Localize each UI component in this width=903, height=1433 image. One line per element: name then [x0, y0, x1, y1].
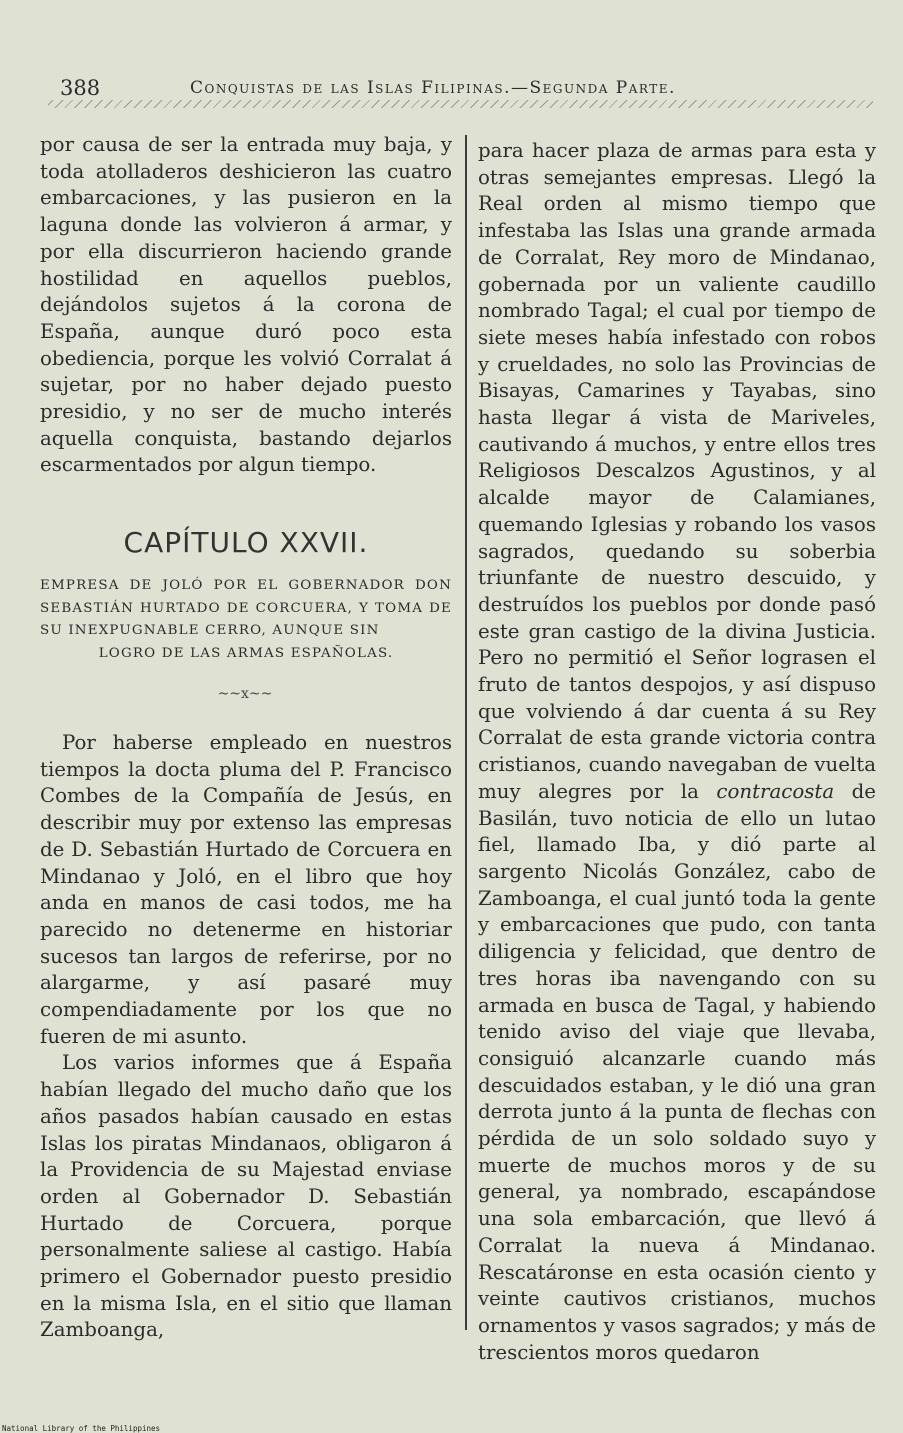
continuation-paragraph: por causa de ser la entrada muy baja, y toda atolladeros deshicieron las cuatro embarcaciones, y las pusieron en la laguna donde las volvieron á armar, y por ella discurrieron haciendo grande hostilidad en aquellos pueblos, dejándolos sujetos á la corona de España, aunque duró poco esta obediencia, porque les volvió Corralat á sujetar, por no haber dejado puesto presidio, y no ser de mucho interés aquella conquista, bastando dejarlos escarmentados por algun tiempo.: [40, 133, 452, 477]
chapter-summary-last: LOGRO DE LAS ARMAS ESPAÑOLAS.: [98, 645, 394, 661]
right-column: [478, 138, 876, 1366]
running-title: Conquistas de las Islas Filipinas.—Segunda Parte.: [190, 78, 676, 98]
page-number: 388: [60, 76, 101, 100]
italic-word: contracosta: [716, 779, 835, 803]
chapter-summary: [40, 575, 452, 665]
chapter-title: CAPÍTULO XXVII.: [123, 526, 369, 559]
chapter-summary-main: EMPRESA DE JOLÓ POR EL GOBERNADOR DON SEBASTIÁN HURTADO DE CORCUERA, Y TOMA DE SU INEXPUGNABLE CERRO, AUNQUE SIN: [40, 578, 452, 638]
header-rule: [48, 100, 873, 108]
column-divider: [465, 135, 467, 1330]
right-text-part-2: de Basilán, tuvo noticia de ello un lutao fiel, llamado Iba, y dió parte al sargento Nicolás González, cabo de Zamboanga, el cual juntó toda la gente y embarcaciones que pudo, con tanta diligencia y felicidad, que dentro de tres horas iba navengando con su armada en busca de Tagal, y habiendo tenido aviso del viaje que llevaba, consiguió alcanzarle cuando más descuidados estaban, y le dió una gran derrota junto á la punta de flechas con pérdida de un solo soldado suyo y muerte de muchos moros y de su general, ya nombrado, escapándose una sola embarcación, que llevó á Corralat la nueva á Mindanao. Rescatáronse en esta ocasión ciento y veinte cautivos cristianos, muchos ornamentos y vasos sagrados; y más de trescientos moros quedaron: [478, 779, 876, 1364]
paragraph-1: Por haberse empleado en nuestros tiempos la docta pluma del P. Francisco Combes de la Compañía de Jesús, en describir muy por extenso las empresas de D. Sebastián Hurtado de Corcuera en Mindanao y Joló, en el libro que hoy anda en manos de casi todos, me ha parecido no detenerme en historiar sucesos tan largos de referirse, por no alargarme, y así pasaré muy compendiadamente por los que no fueren de mi asunto.: [40, 731, 452, 1048]
left-column-body: [40, 730, 452, 1344]
library-credit: National Library of the Philippines: [2, 1424, 161, 1433]
left-column: [40, 132, 452, 479]
right-text-part-1: para hacer plaza de armas para esta y otras semejantes empresas. Llegó la Real orden al mismo tiempo que infestaba las Islas una grande armada de Corralat, Rey moro de Mindanao, gobernada por un valiente caudillo nombrado Tagal; el cual por tiempo de siete meses había infestado con robos y crueldades, no solo las Provincias de Bisayas, Camarines y Tayabas, sino hasta llegar á vista de Mariveles, cautivando á muchos, y entre ellos tres Religiosos Descalzos Agustinos, y al alcalde mayor de Calamianes, quemando Iglesias y robando los vasos sagrados, quedando su soberbia triunfante de nuestro descuido, y destruídos los pueblos por donde pasó este gran castigo de la divina Justicia. Pero no permitió el Señor lograsen el fruto de tantos despojos, y así dispuso que volviendo á dar cuenta á su Rey Corralat de esta grande victoria contra cristianos, cuando navegaban de vuelta muy alegres por la: [478, 139, 876, 803]
paragraph-2: Los varios informes que á España habían llegado del mucho daño que los años pasados habían causado en estas Islas los piratas Mindanaos, obligaron á la Providencia de su Majestad enviase orden al Gobernador D. Sebastián Hurtado de Corcuera, porque personalmente saliese al castigo. Había primero el Gobernador puesto presidio en la misma Isla, en el sitio que llaman Zamboanga,: [40, 1051, 452, 1342]
right-column-paragraph: [478, 138, 876, 1366]
ornament-divider: ~~x~~: [217, 686, 273, 702]
